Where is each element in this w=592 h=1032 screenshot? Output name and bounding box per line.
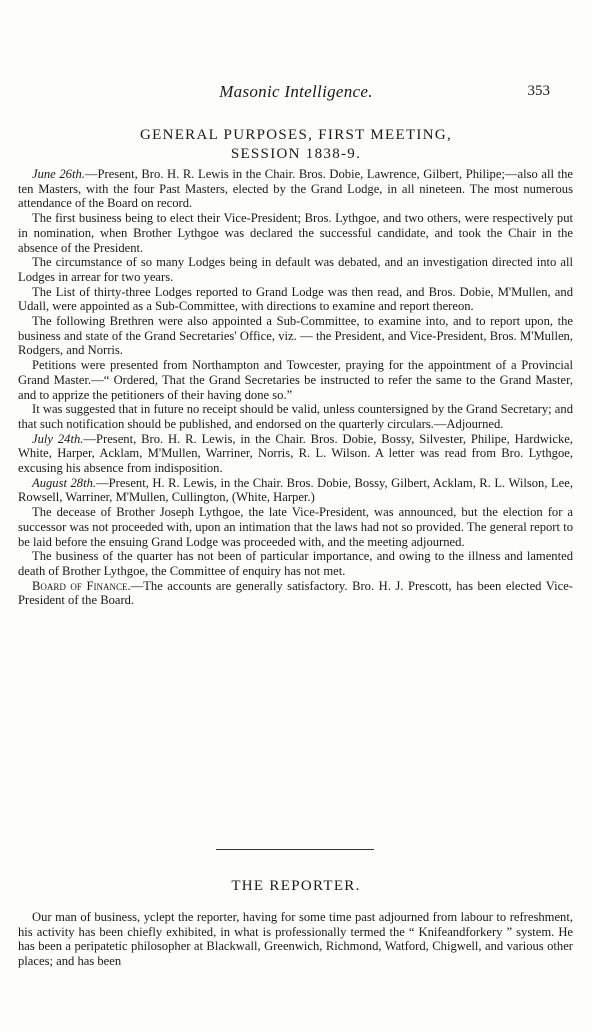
paragraph [18, 285, 573, 314]
paragraph [18, 432, 573, 476]
paragraph-text: The decease of Brother Joseph Lythgoe, the late Vice-President, was announced, but the election for a successor was not proceeded with, upon an intimation that the laws had not so provided. The general report to be laid before the ensuing Grand Lodge was proceeded with, and the meeting adjourned. [18, 505, 573, 549]
paragraph [18, 476, 573, 505]
date-lead: July 24th. [32, 431, 84, 446]
paragraph-text: It was suggested that in future no receipt should be valid, unless countersigned by the Grand Secretary; and that such notification should be published, and endorsed on the quarterly circulars.—Adjourned. [18, 402, 573, 431]
paragraph-text: The following Brethren were also appointed a Sub-Committee, to examine into, and to report upon, the business and state of the Grand Secretaries' Office, viz. — the President, and Vice-President, Bros. M'Mullen, Rodgers, and Norris. [18, 314, 573, 358]
paragraph [18, 579, 573, 608]
paragraph [18, 358, 573, 402]
section-heading-line: THE REPORTER. [231, 878, 361, 894]
paragraph [18, 255, 573, 284]
section-heading-general-purposes [0, 126, 592, 164]
small-caps-lead: Board of Finance. [32, 578, 131, 593]
section-heading-reporter [0, 877, 592, 896]
paragraph [18, 314, 573, 358]
paragraph [18, 402, 573, 431]
date-lead: June 26th. [32, 167, 85, 181]
paragraph-text: —Present, H. R. Lewis, in the Chair. Bros. Dobie, Bossy, Gilbert, Acklam, R. L. Wilson, Lee, Rowsell, Warriner, M'Mullen, Cullington, (White, Harper.) [18, 475, 574, 505]
paragraph-text: —The accounts are generally satisfactory. Bro. H. J. Prescott, has been elected Vice-President of the Board. [18, 578, 573, 608]
section-body-reporter [18, 910, 573, 969]
paragraph-text: —Present, Bro. H. R. Lewis in the Chair. Bros. Dobie, Lawrence, Gilbert, Philipe;—also all the ten Masters, with the four Past Masters, elected by the Grand Lodge, in all nineteen. The most numerous attendance of the Board on record. [18, 167, 573, 211]
date-lead: August 28th. [32, 475, 97, 490]
section-heading-line-1: GENERAL PURPOSES, FIRST MEETING, [139, 127, 453, 143]
paragraph [18, 910, 573, 969]
paragraph-text: Our man of business, yclept the reporter, having for some time past adjourned from labour to refreshment, his activity has been chiefly exhibited, in what is professionally termed the “ Knifeandforkery ” system. He has been a peripatetic philosopher at Blackwall, Greenwich, Richmond, Watford, Chigwell, and various other places; and has been [18, 910, 573, 969]
running-title: Masonic Intelligence. [219, 82, 373, 101]
paragraph-text: —Present, Bro. H. R. Lewis, in the Chair. Bros. Dobie, Bossy, Silvester, Philipe, Hardwicke, White, Harper, Acklam, M'Mullen, Warriner, Norris, R. L. Wilson. A letter was read from Bro. Lythgoe, excusing his absence from indisposition. [18, 431, 573, 476]
paragraph [18, 505, 573, 549]
paragraph [18, 549, 573, 578]
paragraph [18, 167, 573, 211]
paragraph-text: The circumstance of so many Lodges being in default was debated, and an investigation directed into all Lodges in arrear for two years. [18, 255, 573, 284]
running-head [0, 82, 592, 104]
section-body-general-purposes [18, 167, 573, 608]
paragraph-text: Petitions were presented from Northampton and Towcester, praying for the appointment of a Provincial Grand Master.—“ Ordered, That the Grand Secretaries be instructed to refer the same to the Grand Master, and to apprize the petitioners of their having done so.” [18, 358, 573, 402]
paragraph [18, 211, 573, 255]
section-divider [216, 849, 374, 850]
paragraph-text: The List of thirty-three Lodges reported to Grand Lodge was then read, and Bros. Dobie, M'Mullen, and Udall, were appointed as a Sub-Committee, with directions to examine and report thereon. [18, 284, 573, 314]
page-number: 353 [527, 83, 550, 99]
section-heading-line-2: SESSION 1838-9. [230, 146, 362, 162]
paragraph-text: The first business being to elect their Vice-President; Bros. Lythgoe, and two others, were respectively put in nomination, when Brother Lythgoe was declared the successful candidate, and took the Chair in the absence of the President. [18, 211, 573, 255]
paragraph-text: The business of the quarter has not been of particular importance, and owing to the illness and lamented death of Brother Lythgoe, the Committee of enquiry has not met. [18, 549, 573, 578]
